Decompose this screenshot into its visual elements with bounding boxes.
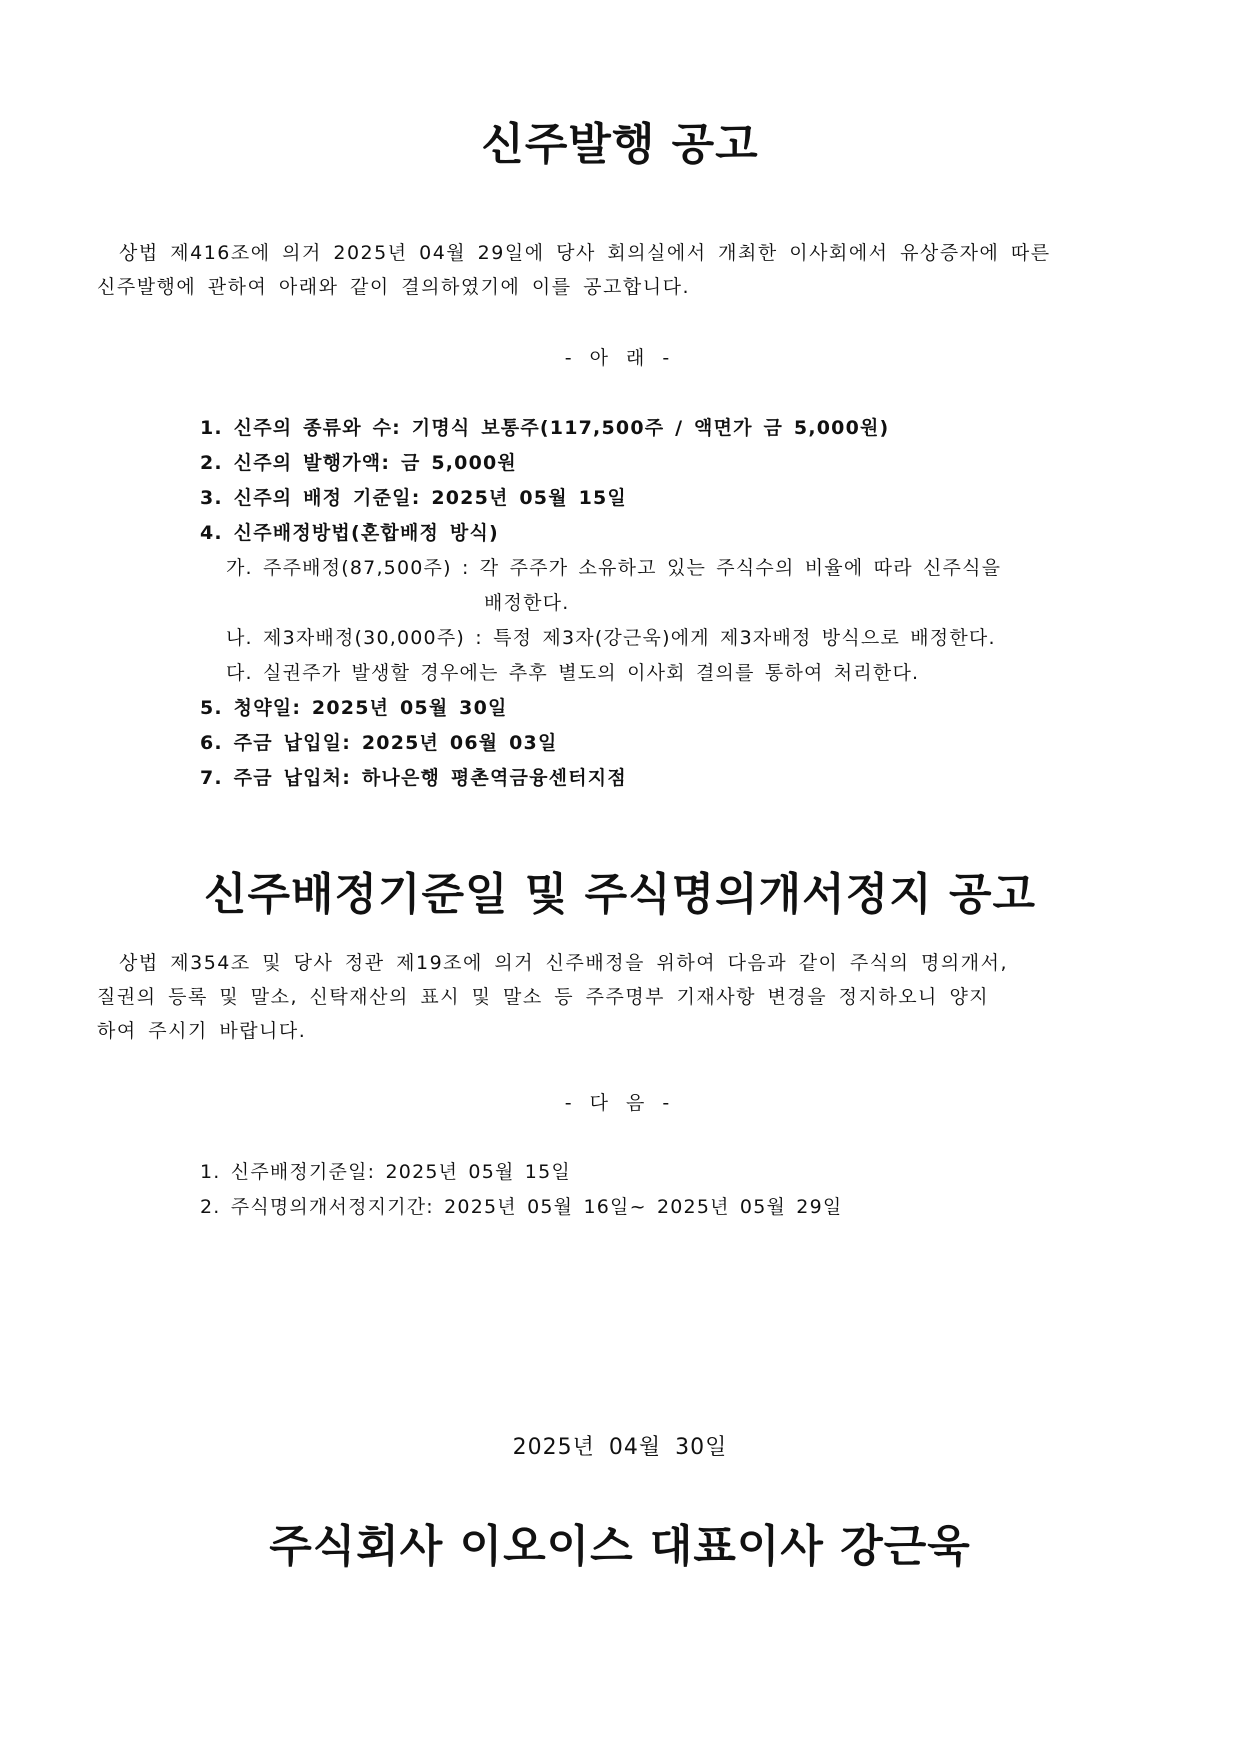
list-item: 2. 신주의 발행가액: 금 5,000원 xyxy=(200,452,517,474)
notice1-intro xyxy=(97,236,1057,304)
notice1-intro-line: 상법 제416조에 의거 2025년 04월 29일에 당사 회의실에서 개최한 이사회에서 유상증자에 따른 xyxy=(119,242,1051,264)
notice-date: 2025년 04월 30일 xyxy=(512,1435,728,1460)
sub-list-item: 나. 제3자배정(30,000주) : 특정 제3자(강근욱)에게 제3자배정 방식으로 배정한다. xyxy=(226,627,996,649)
notice2-intro xyxy=(97,946,1057,1048)
company-signature: 주식회사 이오이스 대표이사 강근욱 xyxy=(269,1521,971,1572)
notice2-intro-line: 상법 제354조 및 당사 정관 제19조에 의거 신주배정을 위하여 다음과 같이 주식의 명의개서, xyxy=(119,952,1008,974)
notice2-intro-line: 하여 주시기 바랍니다. xyxy=(97,1020,307,1042)
list-item: 7. 주금 납입처: 하나은행 평촌역금융센터지점 xyxy=(200,767,627,789)
notice2-items xyxy=(200,1155,1080,1225)
sub-list-item-continued: 배정한다. xyxy=(484,592,570,614)
notice2-divider: - 다 음 - xyxy=(564,1092,676,1114)
notice1-title: 신주발행 공고 xyxy=(481,119,759,170)
notice1-intro-line: 신주발행에 관하여 아래와 같이 결의하였기에 이를 공고합니다. xyxy=(97,276,690,298)
list-item: 2. 주식명의개서정지기간: 2025년 05월 16일~ 2025년 05월 29일 xyxy=(200,1196,843,1218)
list-item: 3. 신주의 배정 기준일: 2025년 05월 15일 xyxy=(200,487,627,509)
list-item: 1. 신주배정기준일: 2025년 05월 15일 xyxy=(200,1161,571,1183)
notice1-items xyxy=(200,411,1080,796)
list-item: 6. 주금 납입일: 2025년 06월 03일 xyxy=(200,732,558,754)
notice2-intro-line: 질권의 등록 및 말소, 신탁재산의 표시 및 말소 등 주주명부 기재사항 변경을 정지하오니 양지 xyxy=(97,986,990,1008)
sub-list-item: 가. 주주배정(87,500주) : 각 주주가 소유하고 있는 주식수의 비율에 따라 신주식을 xyxy=(226,557,1002,579)
sub-list-item: 다. 실권주가 발생할 경우에는 추후 별도의 이사회 결의를 통하여 처리한다. xyxy=(226,662,920,684)
list-item: 1. 신주의 종류와 수: 기명식 보통주(117,500주 / 액면가 금 5,000원) xyxy=(200,417,890,439)
list-item: 5. 청약일: 2025년 05월 30일 xyxy=(200,697,508,719)
list-item: 4. 신주배정방법(혼합배정 방식) xyxy=(200,522,499,544)
notice2-title: 신주배정기준일 및 주식명의개서정지 공고 xyxy=(203,869,1037,920)
notice1-divider: - 아 래 - xyxy=(564,347,676,369)
